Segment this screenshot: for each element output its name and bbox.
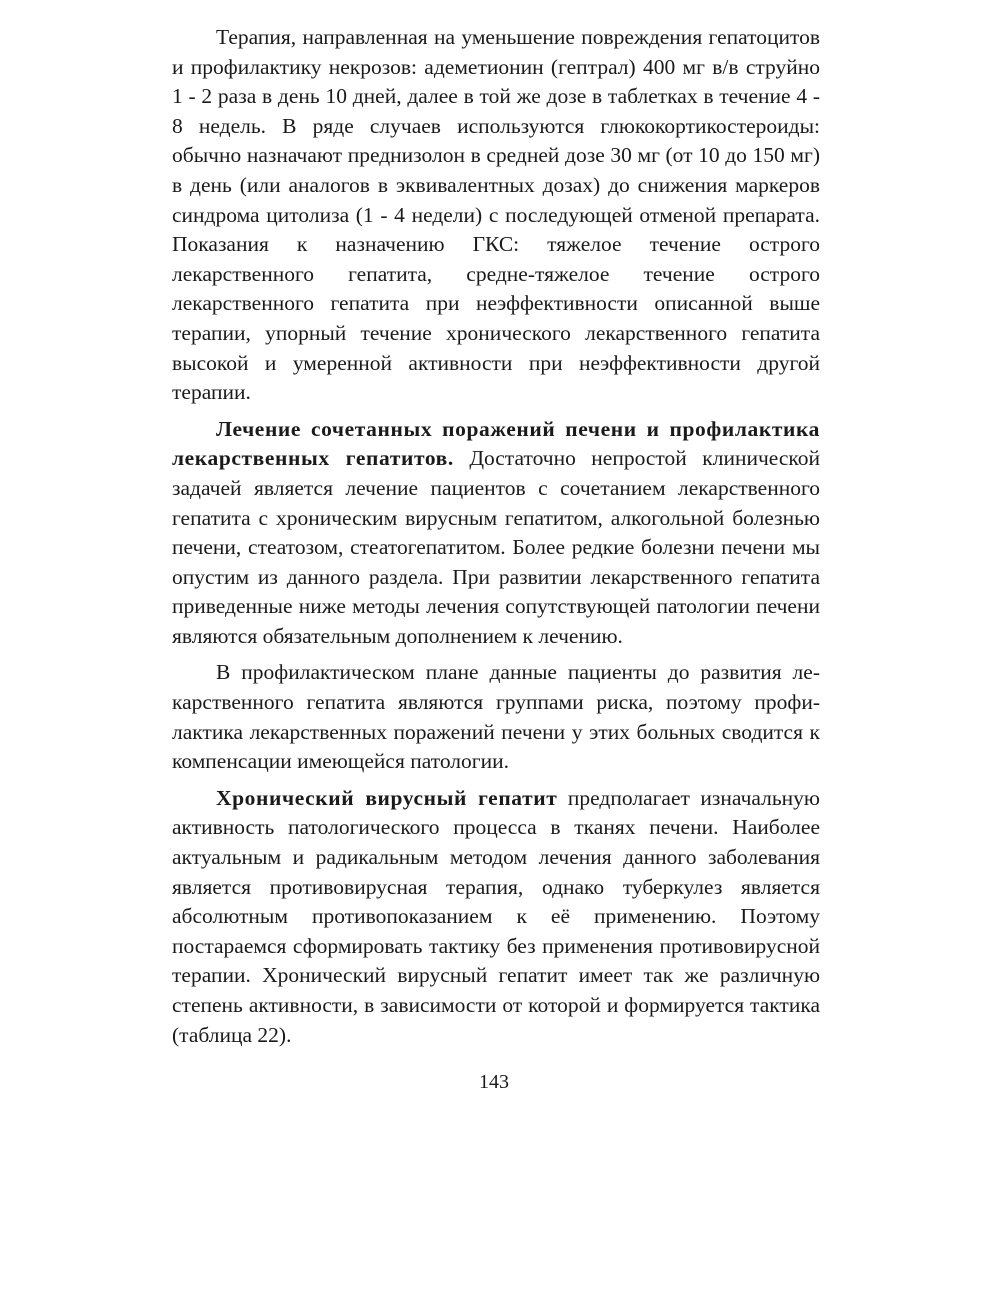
paragraph-chronic-viral-hepatitis <box>172 784 820 1050</box>
paragraph-text: В профилактическом плане данные пациенты до развития лекарственного гепатита являются группами риска, поэтому профилактика лекарственных поражений печени у этих больных сводится к компенсации имеющейся патологии. <box>172 660 820 774</box>
paragraph-combined-lesions <box>172 415 820 652</box>
paragraph-heading: Лечение сочетанных поражений печени и профилактика лекарственных гепатитов. <box>172 416 820 471</box>
page-body <box>172 23 820 1050</box>
page-number: 143 <box>479 1071 509 1093</box>
paragraph-text: предполагает изначальную активность патологического процесса в тканях печени. Наиболее актуальным и радикальным методом лечения данного заболевания является противовирусная терапия, однако туберкулез является абсолютным противопоказанием к её применению. Поэтому постараемся сформировать тактику без применения противовирусной терапии. Хронический вирусный гепатит имеет так же различную степень активности, в зависимости от которой и формируется тактика (таблица 22). <box>172 785 820 1047</box>
paragraph-prevention <box>172 658 820 776</box>
paragraph-therapy <box>172 23 820 408</box>
paragraph-text: Терапия, направленная на уменьшение повреждения гепатоцитов и профилактику некрозов: адеметионин (гептрал) 400 мг в/в струйно 1 - 2 раза в день 10 дней, далее в той же дозе в таблетках в течение 4 - 8 недель. В ряде случаев используются глюкокортикостероиды: обычно назначают преднизолон в средней дозе 30 мг (от 10 до 150 мг) в день (или аналогов в эквивалентных дозах) до снижения маркеров синдрома цитолиза (1 - 4 недели) с последующей отменой препарата. Показания к назначению ГКС: тяжелое течение острого лекарственного гепатита, средне-тяжелое течение острого лекарственного гепатита при неэффективности описанной выше терапии, упорный течение хронического лекарственного гепатита высокой и умеренной активности при неэффективности другой терапии. <box>172 25 820 405</box>
paragraph-text: Достаточно непростой клинической задачей является лечение пациентов с сочетанием лекарственного гепатита с хроническим вирусным гепатитом, алкогольной болезнью печени, стеатозом, стеатогепатитом. Более редкие болезни печени мы опустим из данного раздела. При развитии лекарственного гепатита приведенные ниже методы лечения сопутствующей патологии печени являются обязательным дополнением к лечению. <box>172 446 820 648</box>
paragraph-heading: Хронический вирусный гепатит <box>216 785 558 810</box>
